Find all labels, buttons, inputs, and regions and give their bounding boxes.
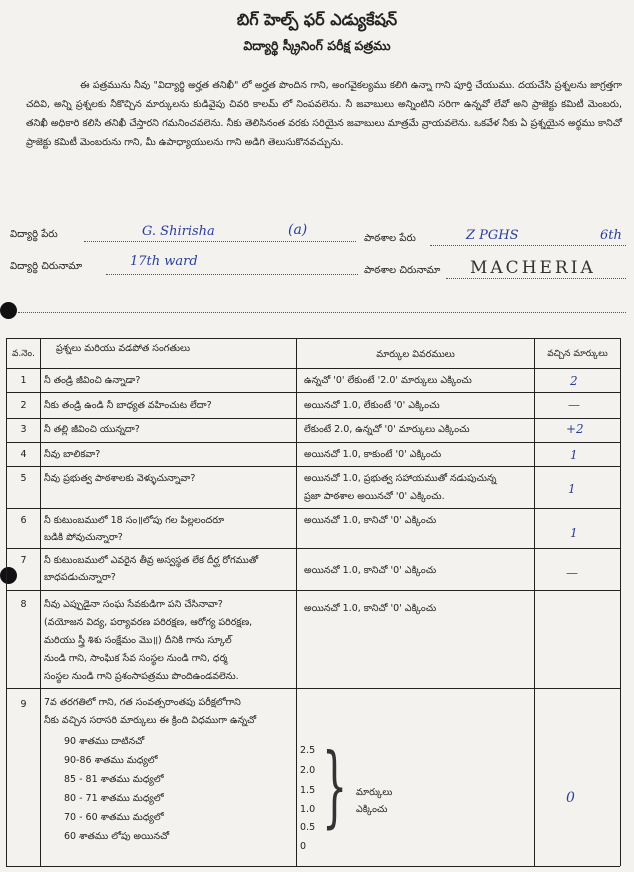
grid-line (6, 368, 620, 369)
grid-line (6, 866, 620, 867)
grid-line (6, 338, 620, 339)
student-address-line (106, 274, 358, 275)
row-5-details-line2: ప్రజా పాఠశాల అయినచో '0' ఎక్కించు. (304, 491, 445, 502)
row-9-marks[interactable]: 0 (566, 790, 575, 806)
row-5-details-line1: అయినచో 1.0, ప్రభుత్వ సహాయముతో నడుపుచున్న (304, 473, 497, 484)
row-3-details: లేకుంటే 2.0, ఉన్నచో '0' మార్కులు ఎక్కించు (304, 424, 470, 435)
school-address-line (446, 278, 626, 279)
blank-dotted-line (18, 312, 626, 313)
row-6-question-line1: నీ కుటుంబములో 18 సం॥లోపు గల పిల్లలందరూ (44, 515, 225, 526)
row-8-question-line1: నీవు ఎప్పుడైనా సంఘ సేవకుడిగా పని చేసినావా? (44, 599, 223, 610)
student-name-field[interactable]: G. Shirisha (142, 224, 215, 239)
grid-line (6, 442, 620, 443)
row-9-value-5: 0.5 (300, 822, 316, 833)
school-name-label: పాఠశాల పేరు (364, 233, 416, 244)
header-marks: వచ్చిన మార్కులు (547, 349, 608, 359)
grid-line (40, 338, 41, 866)
row-9-value-6: 0 (300, 841, 307, 852)
school-address-label: పాఠశాల చిరునామా (364, 265, 441, 276)
row-7-question-line2: బాధపడుచున్నారా? (44, 572, 116, 583)
row-7-marks[interactable]: — (566, 566, 578, 580)
row-2-marks[interactable]: — (568, 398, 580, 412)
row-9-question-line2: నీకు వచ్చిన సరాసరి మార్కులు ఈ క్రింది విధముగా ఉన్నచో (44, 715, 257, 726)
grid-line (6, 688, 620, 689)
row-8-question-line4: నుండి గాని, సాంఘిక సేవ సంస్థల నుండి గాని, ధర్మ (44, 653, 228, 664)
row-6-number: 6 (20, 515, 27, 526)
school-address-field[interactable]: MACHERIA (470, 258, 596, 278)
curly-brace-icon: } (322, 734, 348, 837)
row-2-question: నీకు తండ్రి ఉండి నీ బాధ్యత వహించుట లేదా? (44, 400, 212, 411)
row-9-range-1: 90 శాతము దాటినచో (64, 736, 145, 747)
row-4-number: 4 (20, 449, 27, 460)
grid-line (6, 548, 620, 549)
row-2-number: 2 (20, 400, 27, 411)
row-4-details: అయినచో 1.0, కాకుంటే '0' ఎక్కించు (304, 449, 442, 460)
student-address-label: విద్యార్థి చిరునామా (10, 261, 83, 272)
row-7-number: 7 (20, 555, 27, 566)
row-6-question-line2: బడికి పోవుచున్నారా? (44, 532, 123, 543)
row-5-marks[interactable]: 1 (568, 482, 576, 496)
row-2-details: అయినచో 1.0, లేకుంటే '0' ఎక్కించు (304, 400, 440, 411)
row-9-range-5: 70 - 60 శాతము మధ్యలో (64, 812, 164, 823)
grid-line (620, 338, 621, 866)
row-6-details: అయినచో 1.0, కానిచో '0' ఎక్కించు (304, 515, 437, 526)
row-9-question-line1: 7వ తరగతిలో గాని, గత సంవత్సరాంతపు పరీక్షలోగాని (44, 697, 241, 708)
row-5-question: నీవు ప్రభుత్వ పాఠశాలకు వెళ్ళుచున్నావా? (44, 473, 196, 484)
row-9-value-4: 1.0 (300, 804, 316, 815)
row-3-marks[interactable]: +2 (566, 422, 584, 436)
row-9-value-1: 2.5 (300, 745, 316, 756)
school-name-field[interactable]: Z PGHS (466, 228, 519, 243)
student-name-label: విద్యార్థి పేరు (10, 229, 58, 240)
grid-line (534, 338, 535, 866)
grid-line (6, 508, 620, 509)
row-9-number: 9 (20, 699, 27, 710)
row-9-note-line2: ఎక్కించు (356, 804, 388, 815)
row-8-number: 8 (20, 599, 27, 610)
header-sno: వ.నెం. (11, 349, 35, 359)
grid-line (296, 338, 297, 866)
punch-hole-top (0, 302, 17, 319)
row-3-question: నీ తల్లి జీవించి యున్నదా? (44, 424, 140, 435)
student-address-field[interactable]: 17th ward (130, 254, 198, 269)
row-9-range-2: 90-86 శాతము మధ్యలో (64, 755, 158, 766)
instructions-paragraph: ఈ పత్రమును నీవు "విద్యార్థి అర్హత తనిఖీ" లో అర్హత పొందిన గాని, అంగవైకల్యము కలిగి ఉన్నా గాని పూర్తి చేయుము. దయచేసి ప్రశ్నలను జాగ్రత్తగా చదివి, అన్ని ప్రశ్నలకు నీకొచ్చిన మార్కులను కుడివైపు చివరి కాలమ్ లో నింపవలెను. నీ జవాబులు అన్నింటిని సరిగా ఉన్నవో లేవో అని ప్రాజెక్టు కమిటీ మెంబరు, తనిఖీ అధికారి కలిసి తనిఖీ చేస్తారని గమనించవలెను. నీకు తెలిసినంత వరకు సరియైన జవాబులు మాత్రమే వ్రాయవలెను. ఒకవేళ నీకు ఏ ప్రశ్నయైన అర్థము కానిచో ప్రాజెక్టు కమిటీ మెంబరును గాని, మీ ఉపాధ్యాయులను గాని అడిగి తెలుసుకొనవచ్చును. (26, 80, 622, 148)
row-7-details: అయినచో 1.0, కానిచో '0' ఎక్కించు (304, 565, 437, 576)
row-8-question-line2: (వయోజన విద్య, పర్యావరణ పరిరక్షణ, ఆరోగ్య పరిరక్షణ, (44, 617, 253, 628)
row-9-value-3: 1.5 (300, 785, 316, 796)
grid-line (6, 466, 620, 467)
row-9-range-6: 60 శాతము లోపు అయినచో (64, 831, 170, 842)
row-3-number: 3 (20, 424, 27, 435)
row-9-note-line1: మార్కులు (356, 787, 393, 798)
row-8-question-line3: మరియు స్త్రీ శిశు సంక్షేమం మొ॥) దీనికి గాను స్కూల్ (44, 635, 232, 646)
header-question: ప్రశ్నలు మరియు వడపోత సంగతులు (56, 343, 191, 354)
row-1-number: 1 (20, 375, 27, 386)
student-name-extra: (a) (288, 222, 308, 238)
row-9-range-4: 80 - 71 శాతము మధ్యలో (64, 793, 164, 804)
row-5-number: 5 (20, 473, 27, 484)
student-name-line (84, 241, 356, 242)
row-1-question: నీ తండ్రి జీవించి ఉన్నాడా? (44, 375, 141, 386)
row-8-details: అయినచో 1.0, కానిచో '0' ఎక్కించు (304, 603, 437, 614)
row-8-question-line5: సంస్థల నుండి గాని ప్రశంసాపత్రము పొందిఉండవలెను. (44, 671, 239, 682)
page-title: బిగ్ హెల్ప్ ఫర్ ఎడ్యుకేషన్ (236, 10, 398, 29)
punch-hole-bottom (0, 567, 17, 584)
grid-line (6, 590, 620, 591)
row-9-value-2: 2.0 (300, 765, 316, 776)
grid-line (6, 392, 620, 393)
header-details: మార్కుల వివరములు (376, 349, 455, 360)
row-1-details: ఉన్నచో '0' లేకుంటే '2.0' మార్కులు ఎక్కించు (304, 375, 472, 386)
row-4-marks[interactable]: 1 (570, 448, 578, 462)
class-field[interactable]: 6th (600, 228, 622, 243)
school-name-line (430, 245, 626, 246)
page-subtitle: విద్యార్థి స్క్రీనింగ్ పరీక్ష పత్రము (243, 38, 391, 53)
row-1-marks[interactable]: 2 (570, 374, 578, 388)
grid-line (6, 418, 620, 419)
row-9-range-3: 85 - 81 శాతము మధ్యలో (64, 774, 164, 785)
row-7-question-line1: నీ కుటుంబములో ఎవరైన తీవ్ర అస్వస్థత లేక దీర్ఘ రోగముతో (44, 555, 259, 566)
row-6-marks[interactable]: 1 (570, 526, 578, 540)
row-4-question: నీవు బాలికవా? (44, 449, 101, 460)
